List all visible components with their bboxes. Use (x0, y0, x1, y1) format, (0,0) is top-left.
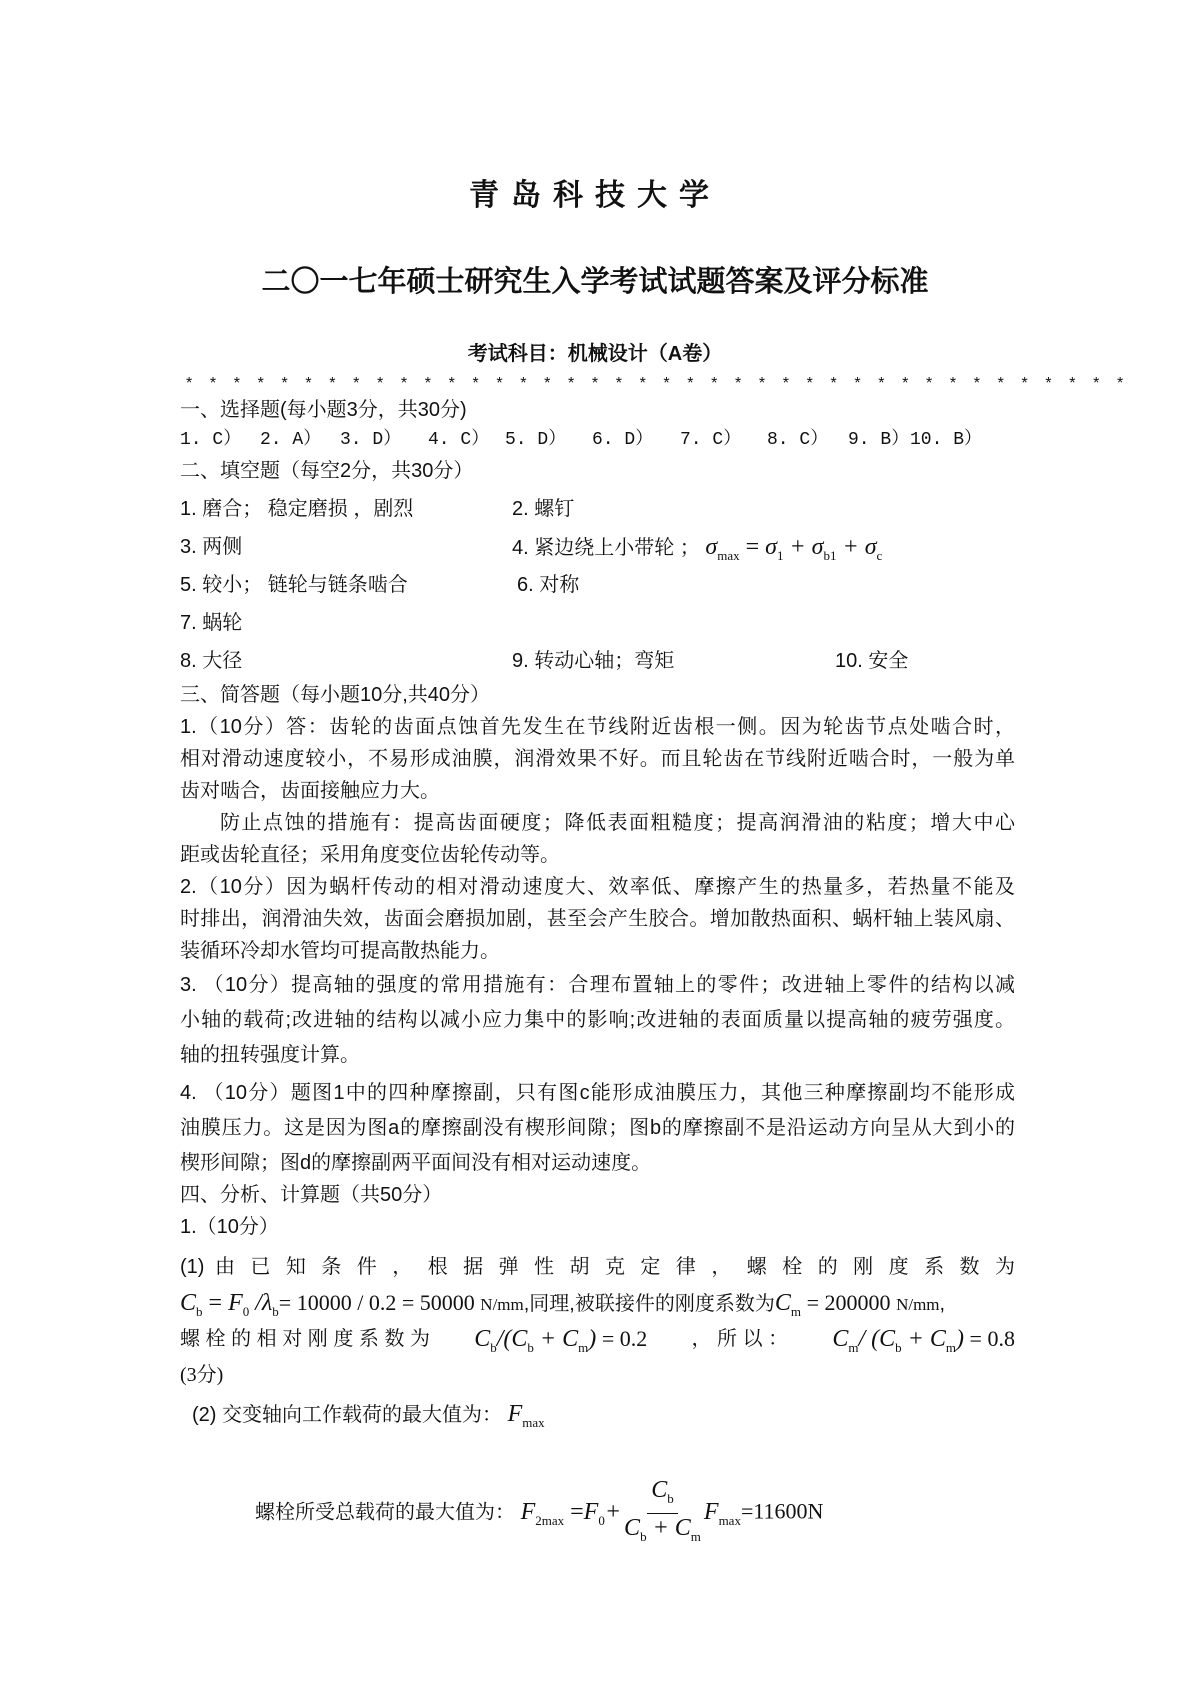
answer-2: 2. A） (260, 430, 322, 450)
answer-line: 相对滑动速度较小，不易形成油膜，润滑效果不好。而且轮齿在节线附近啮合时，一般为单 (180, 748, 1015, 770)
question-1-label: 1.（10分） (180, 1216, 279, 1238)
answer-7: 7. C） (680, 430, 742, 450)
fill-item-4 (512, 533, 882, 570)
unit: N/mm (480, 1295, 524, 1314)
eq-text: ， 所 以 ： (691, 1328, 789, 1350)
answer-3: 3. D） (340, 430, 402, 450)
answer-line: 齿对啮合，齿面接触应力大。 (180, 780, 440, 802)
fill-item: 3. 两侧 (180, 536, 243, 558)
document-title: 二〇一七年硕士研究生入学考试试题答案及评分标准 (261, 266, 929, 298)
answer-line: 距或齿轮直径；采用角度变位齿轮传动等。 (180, 844, 560, 866)
university-name: 青岛科技大学 (469, 179, 721, 212)
eq-text: 螺栓所受总载荷的最大值为： (255, 1501, 515, 1524)
section-2-heading: 二、填空题（每空2分，共30分） (180, 460, 474, 482)
eq-value: = 10000 / 0.2 = 50000 (278, 1290, 475, 1315)
answer-4: 4. C） (428, 430, 490, 450)
score-note: (3分) (180, 1364, 224, 1386)
eq-value: = 0.2 (601, 1326, 648, 1351)
answer-line: 油膜压力。这是因为图a的摩擦副没有楔形间隙；图b的摩擦副不是沿运动方向呈从大到小的 (180, 1117, 1015, 1139)
section-3-heading: 三、简答题（每小题10分,共40分） (180, 684, 491, 706)
relative-stiffness-line: 螺 栓 的 相 对 刚 度 系 数 为 $C_b/(C_b + C_m) = 0.2$ ， 所 以 ： $C_m/$ $(C_b + C_m) = 0.8$ (180, 1325, 1015, 1362)
unit: N/mm (896, 1295, 940, 1314)
total-load-line: 螺栓所受总载荷的最大值为： $F_{2max} =F_0+$ $\frac{C_b}{C_b + C_m}$ $F_{max}=11600N$ (255, 1476, 823, 1551)
answer-line: 3. （10分）提高轴的强度的常用措施有：合理布置轴上的零件；改进轴上零件的结构以减 (180, 974, 1015, 996)
answer-line: 防止点蚀的措施有：提高齿面硬度；降低表面粗糙度；提高润滑油的粘度；增大中心 (220, 812, 1015, 834)
fill-item: 9. 转动心轴；弯矩 (512, 650, 675, 672)
fill-item: 2. 螺钉 (512, 498, 575, 520)
result-value: =11600N (740, 1498, 824, 1524)
answer-5: 5. D） (505, 430, 567, 450)
answer-6: 6. D） (592, 430, 654, 450)
answer-line: 轴的扭转强度计算。 (180, 1044, 360, 1066)
eq-text: (2) 交变轴向工作载荷的最大值为： (192, 1404, 502, 1426)
eq-text: 螺 栓 的 相 对 刚 度 系 数 为 (180, 1328, 431, 1350)
exam-subject: 考试科目：机械设计（A卷） (467, 343, 723, 365)
answer-line: 4. （10分）题图1中的四种摩擦副，只有图c能形成油膜压力，其他三种摩擦副均不能形成 (180, 1082, 1015, 1104)
answer-8: 8. C） (767, 430, 829, 450)
answer-line: 2.（10分）因为蜗杆传动的相对滑动速度大、效率低、摩擦产生的热量多，若热量不能及 (180, 876, 1015, 898)
fill-item-text: 4. 紧边绕上小带轮 ； (512, 537, 700, 559)
fill-item: 8. 大径 (180, 650, 243, 672)
eq-value: = 0.8 (969, 1326, 1015, 1351)
fill-item: 6. 对称 (517, 574, 580, 596)
calc-line: (1) 由 已 知 条 件 ， 根 据 弹 性 胡 克 定 律 ， 螺 栓 的 刚 度 系 数 为 (180, 1256, 1015, 1278)
fraction: $\frac{C_b}{C_b + C_m}$ (624, 1477, 701, 1544)
answer-line: 楔形间隙；图d的摩擦副两平面间没有相对运动速度。 (180, 1152, 652, 1174)
stiffness-equation: $C_b = F_0$ $/\lambda_b= 10000 / 0.2 = 50000$ N/mm,同理,被联接件的刚度系数为$C_m = 200000$ N/mm, (180, 1290, 946, 1319)
section-1-heading: 一、选择题(每小题3分，共30分) (180, 399, 467, 421)
fill-item: 10. 安全 (835, 650, 909, 672)
section-4-heading: 四、分析、计算题（共50分） (180, 1184, 443, 1206)
separator: * * * * * * * * * * * * * * * * * * * * * * * * * * * * * * * * * * * * * * * * (186, 375, 1130, 392)
fill-item: 7. 蜗轮 (180, 612, 243, 634)
calc-line-2: (2) 交变轴向工作载荷的最大值为： $F_{max}$ (192, 1401, 545, 1430)
answer-line: 装循环冷却水管均可提高散热能力。 (180, 940, 500, 962)
eq-text: ,同理,被联接件的刚度系数为 (523, 1293, 775, 1315)
answer-1: 1. C） (180, 430, 242, 450)
sigma-formula: $\sigma_{max} = \sigma_1 + \sigma_{b1} + \sigma_c$ (705, 534, 883, 563)
eq-value: = 200000 (806, 1290, 891, 1315)
fill-item: 1. 磨合； 稳定磨损 ，剧烈 (180, 498, 414, 520)
answer-9: 9. B） (848, 430, 910, 450)
answer-line: 1.（10分）答：齿轮的齿面点蚀首先发生在节线附近齿根一侧。因为轮齿节点处啮合时， (180, 716, 1015, 738)
answer-line: 时排出，润滑油失效，齿面会磨损加剧，甚至会产生胶合。增加散热面积、蜗杆轴上装风扇、 (180, 908, 1015, 930)
answer-line: 小轴的载荷;改进轴的结构以减小应力集中的影响;改进轴的表面质量以提高轴的疲劳强度。 (180, 1009, 1015, 1031)
answer-10: 10. B） (910, 430, 983, 450)
fill-item: 5. 较小； 链轮与链条啮合 (180, 574, 408, 596)
